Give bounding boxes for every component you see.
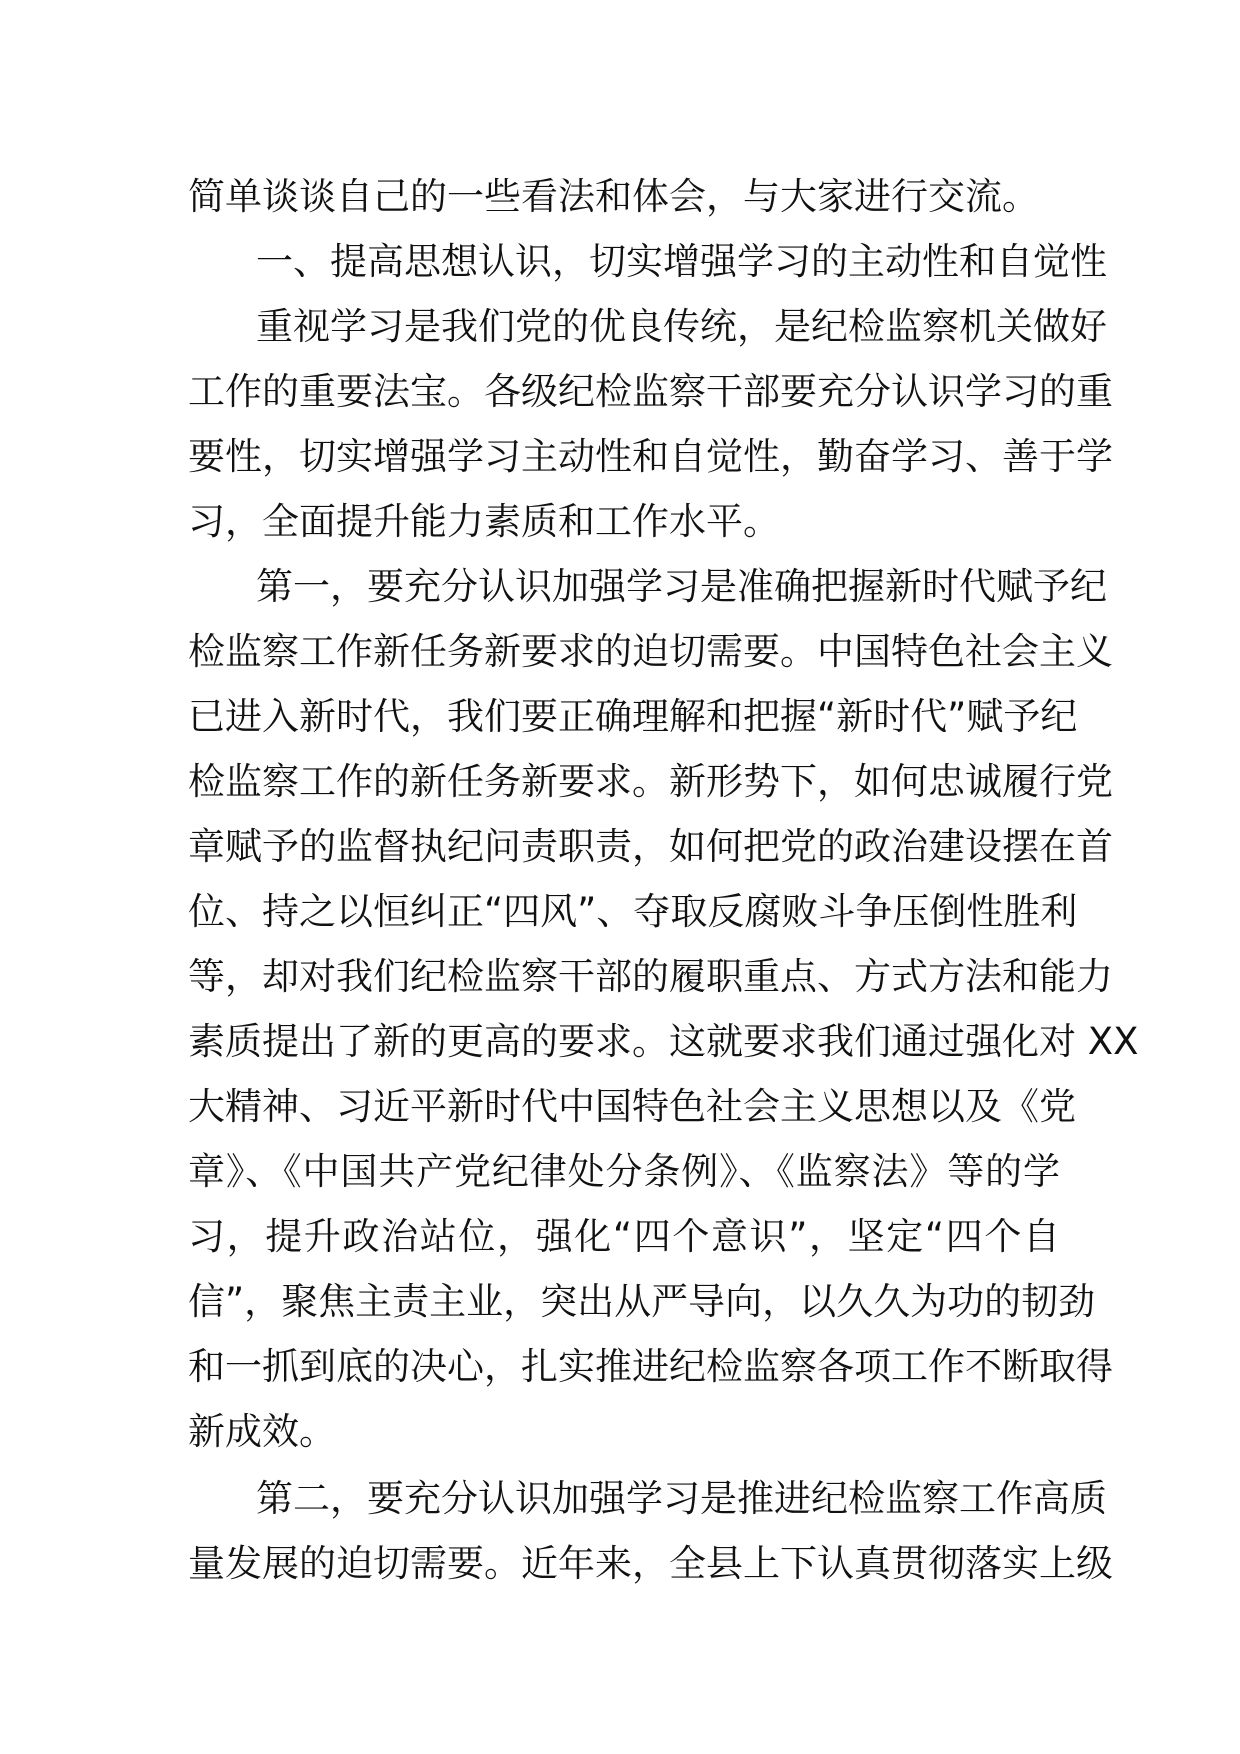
paragraph-line: 和一抓到底的决心，扎实推进纪检监察各项工作不断取得: [188, 1345, 1113, 1388]
paragraph-line: 重视学习是我们党的优良传统，是纪检监察机关做好: [256, 305, 1107, 348]
paragraph-line: 习，提升政治站位，强化“四个意识”，坚定“四个自: [188, 1215, 1060, 1258]
paragraph-line: 位、持之以恒纠正“四风”、夺取反腐败斗争压倒性胜利: [188, 890, 1078, 933]
paragraph-line: 习，全面提升能力素质和工作水平。: [188, 500, 780, 543]
paragraph-line: 等，却对我们纪检监察干部的履职重点、方式方法和能力: [188, 955, 1113, 998]
paragraph-line: 第一，要充分认识加强学习是准确把握新时代赋予纪: [256, 565, 1107, 608]
paragraph-line: 工作的重要法宝。各级纪检监察干部要充分认识学习的重: [188, 370, 1113, 413]
paragraph-line: 要性，切实增强学习主动性和自觉性，勤奋学习、善于学: [188, 435, 1113, 478]
paragraph-line: 量发展的迫切需要。近年来，全县上下认真贯彻落实上级: [188, 1542, 1113, 1585]
paragraph-line: 检监察工作的新任务新要求。新形势下，如何忠诚履行党: [188, 760, 1113, 803]
paragraph-line: 新成效。: [188, 1410, 336, 1453]
paragraph-line: 第二，要充分认识加强学习是推进纪检监察工作高质: [256, 1477, 1107, 1520]
paragraph-line: 检监察工作新任务新要求的迫切需要。中国特色社会主义: [188, 630, 1113, 673]
paragraph-line: 已进入新时代，我们要正确理解和把握“新时代”赋予纪: [188, 695, 1078, 738]
paragraph-line: 章》、《中国共产党纪律处分条例》、《监察法》等的学: [188, 1150, 1060, 1193]
paragraph-line: 大精神、习近平新时代中国特色社会主义思想以及《党: [188, 1085, 1076, 1128]
intro-tail-line-1: 简单谈谈自己的一些看法和体会，与大家进行交流。: [188, 175, 1039, 218]
document-body: [188, 164, 1139, 1596]
section-heading: 一、提高思想认识，切实增强学习的主动性和自觉性: [256, 240, 1107, 283]
paragraph-line: 信”，聚焦主责主业，突出从严导向，以久久为功的韧劲: [188, 1280, 1096, 1323]
paragraph-line: 素质提出了新的更高的要求。这就要求我们通过强化对 XX: [188, 1020, 1139, 1063]
paragraph-line: 章赋予的监督执纪问责职责，如何把党的政治建设摆在首: [188, 825, 1113, 868]
